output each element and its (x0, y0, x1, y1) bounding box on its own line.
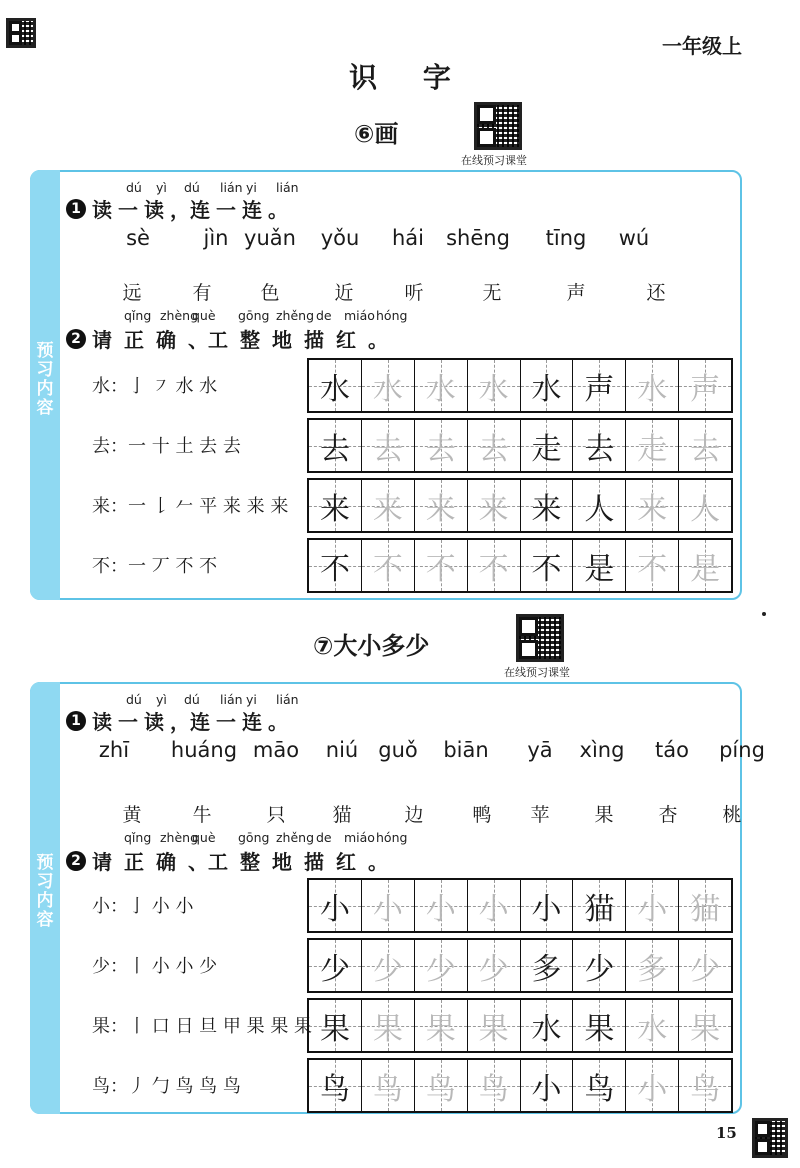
side-tab (30, 170, 60, 600)
step-number: 2 (66, 329, 86, 349)
trace-character: 声 (690, 371, 721, 407)
tracing-cell[interactable] (521, 1000, 574, 1051)
pinyin-annotation: zhèng (160, 830, 199, 845)
step-number: 1 (66, 711, 86, 731)
hanzi-item[interactable]: 杏 (658, 804, 678, 826)
tracing-cell[interactable] (573, 540, 626, 591)
lesson-qr-code[interactable] (516, 614, 564, 662)
lesson-section (30, 682, 765, 1114)
tracing-cell[interactable] (309, 880, 362, 931)
hanzi-item[interactable]: 还 (646, 282, 666, 304)
trace-character: 水 (637, 371, 668, 407)
pinyin-annotation: zhěng (276, 308, 315, 323)
model-character: 水 (531, 371, 562, 407)
hanzi-item[interactable]: 边 (404, 804, 424, 826)
pinyin-item[interactable]: yǒu (320, 226, 360, 250)
stroke-order-label: 不：一 丆 不 不 (92, 556, 218, 577)
tracing-cell[interactable] (679, 1060, 731, 1111)
trace-character: 来 (425, 491, 456, 527)
pinyin-annotation: lián (220, 692, 243, 707)
tracing-cell[interactable] (626, 360, 679, 411)
tracing-cell[interactable] (415, 1000, 468, 1051)
qr-caption: 在线预习课堂 (461, 154, 527, 167)
tracing-cell[interactable] (679, 480, 731, 531)
trace-character: 来 (478, 491, 509, 527)
instruction-char: 红 (336, 328, 356, 352)
instruction-char: 正 (124, 328, 144, 352)
pinyin-annotation: de (316, 830, 332, 845)
instruction-char: 、工 (188, 328, 228, 352)
trace-character: 少 (425, 951, 456, 987)
stroke-order-label: 少：丨 小 小 少 (92, 956, 218, 977)
pinyin-annotation: dú (184, 180, 200, 195)
model-character: 鸟 (319, 1071, 350, 1107)
lesson-section (30, 170, 742, 600)
tracing-cell[interactable] (521, 1060, 574, 1111)
pinyin-annotation: què (192, 830, 216, 845)
pinyin-item[interactable]: wú (618, 226, 650, 250)
trace-character: 鸟 (425, 1071, 456, 1107)
lesson-qr-code[interactable] (474, 102, 522, 150)
model-character: 去 (584, 431, 615, 467)
instruction-text (92, 324, 400, 353)
trace-character: 果 (425, 1011, 456, 1047)
tracing-cell[interactable] (573, 360, 626, 411)
step-number: 2 (66, 851, 86, 871)
side-tab-char: 习 (36, 872, 54, 892)
pinyin-item[interactable]: zhī (98, 738, 130, 762)
pinyin-item[interactable]: píng (719, 738, 765, 762)
stroke-order-label: 去：一 十 土 去 去 (92, 436, 241, 457)
pinyin-annotation: gōng (238, 830, 270, 845)
tracing-cell[interactable] (362, 1060, 415, 1111)
pinyin-item[interactable]: táo (655, 738, 689, 762)
lesson-title: ⑦大小多少 (313, 632, 430, 660)
tracing-cell[interactable] (415, 880, 468, 931)
stroke-order-label: 鸟：丿 勹 鸟 鸟 鸟 (92, 1076, 241, 1097)
trace-character: 多 (637, 951, 668, 987)
hanzi-item[interactable]: 有 (192, 282, 212, 304)
pinyin-annotation: dú (126, 180, 142, 195)
instruction-char: 地 (272, 328, 292, 352)
tracing-cell[interactable] (573, 1000, 626, 1051)
trace-character: 来 (637, 491, 668, 527)
tracing-cell[interactable] (679, 940, 731, 991)
tracing-cell[interactable] (679, 360, 731, 411)
tracing-grid (307, 538, 733, 593)
model-character: 声 (584, 371, 615, 407)
instruction-char: 。 (268, 198, 288, 222)
model-character: 人 (584, 491, 615, 527)
pinyin-annotation: dú (126, 692, 142, 707)
page-number: 15 (716, 1124, 737, 1142)
tracing-cell[interactable] (309, 1060, 362, 1111)
pinyin-annotation: qǐng (124, 830, 152, 845)
trace-character: 是 (690, 551, 721, 587)
hanzi-item[interactable]: 果 (594, 804, 614, 826)
model-character: 猫 (584, 891, 615, 927)
tracing-cell[interactable] (468, 940, 521, 991)
instruction-char: 读 (92, 198, 112, 222)
model-character: 少 (319, 951, 350, 987)
pinyin-item[interactable]: xìng (579, 738, 625, 762)
model-character: 水 (319, 371, 350, 407)
pinyin-annotation: de (316, 308, 332, 323)
tracing-cell[interactable] (626, 1000, 679, 1051)
instruction-char: 读 (144, 198, 164, 222)
tracing-cell[interactable] (679, 880, 731, 931)
hanzi-item[interactable]: 无 (482, 282, 502, 304)
side-tab-char: 内 (36, 891, 54, 911)
model-character: 小 (319, 891, 350, 927)
pinyin-annotation: què (192, 308, 216, 323)
side-tab-char: 容 (36, 398, 54, 418)
trace-character: 来 (372, 491, 403, 527)
side-tab-char: 预 (36, 341, 54, 361)
trace-character: 水 (372, 371, 403, 407)
tracing-cell[interactable] (468, 480, 521, 531)
stroke-order-label: 小：亅 小 小 (92, 896, 194, 917)
trace-character: 不 (425, 551, 456, 587)
pinyin-annotation: yi (246, 180, 257, 195)
hanzi-item[interactable]: 桃 (722, 804, 742, 826)
instruction-char: 确 (156, 328, 176, 352)
tracing-cell[interactable] (626, 480, 679, 531)
pinyin-item[interactable]: shēng (446, 226, 510, 250)
tracing-cell[interactable] (468, 540, 521, 591)
instruction-char: 连 (242, 198, 262, 222)
tracing-cell[interactable] (626, 940, 679, 991)
tracing-cell[interactable] (573, 1060, 626, 1111)
model-character: 走 (531, 431, 562, 467)
pinyin-annotation: miáo (344, 830, 375, 845)
pinyin-annotation: lián (276, 180, 299, 195)
trace-character: 小 (637, 1071, 668, 1107)
trace-character: 少 (478, 951, 509, 987)
model-character: 不 (531, 551, 562, 587)
pinyin-annotation: miáo (344, 308, 375, 323)
instruction-char: 正 (124, 850, 144, 874)
tracing-cell[interactable] (468, 420, 521, 471)
instruction-char: 一 (118, 710, 138, 734)
tracing-cell[interactable] (309, 1000, 362, 1051)
grade-label: 一年级上 (662, 34, 742, 58)
corner-qr-code (752, 1118, 788, 1158)
pinyin-item[interactable]: yuǎn (244, 226, 296, 250)
tracing-grid (307, 878, 733, 933)
scan-dot (762, 612, 766, 616)
trace-character: 去 (478, 431, 509, 467)
step2-instruction (66, 324, 400, 353)
trace-character: 不 (637, 551, 668, 587)
trace-character: 猫 (690, 891, 721, 927)
model-character: 果 (319, 1011, 350, 1047)
tracing-grid (307, 998, 733, 1053)
tracing-cell[interactable] (362, 1000, 415, 1051)
tracing-cell[interactable] (468, 1060, 521, 1111)
trace-character: 去 (690, 431, 721, 467)
pinyin-annotation: yi (246, 692, 257, 707)
instruction-char: 整 (240, 328, 260, 352)
trace-character: 水 (637, 1011, 668, 1047)
tracing-cell[interactable] (415, 1060, 468, 1111)
hanzi-item[interactable]: 色 (260, 282, 280, 304)
pinyin-item[interactable]: jìn (203, 226, 229, 250)
instruction-char: 。 (268, 710, 288, 734)
tracing-cell[interactable] (415, 420, 468, 471)
trace-character: 走 (637, 431, 668, 467)
pinyin-annotation: qǐng (124, 308, 152, 323)
instruction-char: 。 (368, 328, 388, 352)
instruction-char: 描 (304, 850, 324, 874)
model-character: 鸟 (584, 1071, 615, 1107)
model-character: 不 (319, 551, 350, 587)
tracing-cell[interactable] (468, 360, 521, 411)
trace-character: 小 (478, 891, 509, 927)
instruction-char: 确 (156, 850, 176, 874)
instruction-char: 请 (92, 328, 112, 352)
tracing-cell[interactable] (468, 1000, 521, 1051)
tracing-grid (307, 478, 733, 533)
hanzi-item[interactable]: 苹 (530, 804, 550, 826)
instruction-char: 描 (304, 328, 324, 352)
instruction-char: 一 (216, 710, 236, 734)
step-number: 1 (66, 199, 86, 219)
trace-character: 鸟 (478, 1071, 509, 1107)
tracing-cell[interactable] (626, 880, 679, 931)
instruction-char: 整 (240, 850, 260, 874)
pinyin-annotation: hóng (376, 308, 408, 323)
model-character: 水 (531, 1011, 562, 1047)
pinyin-annotation: lián (220, 180, 243, 195)
pinyin-item[interactable]: niú (325, 738, 359, 762)
pinyin-item[interactable]: huáng (170, 738, 238, 762)
model-character: 多 (531, 951, 562, 987)
tracing-cell[interactable] (573, 480, 626, 531)
tracing-cell[interactable] (521, 940, 574, 991)
trace-character: 人 (690, 491, 721, 527)
trace-character: 少 (690, 951, 721, 987)
hanzi-item[interactable]: 远 (122, 282, 142, 304)
instruction-char: 读 (92, 710, 112, 734)
tracing-cell[interactable] (626, 420, 679, 471)
pinyin-annotation: hóng (376, 830, 408, 845)
tracing-cell[interactable] (679, 540, 731, 591)
tracing-cell[interactable] (362, 480, 415, 531)
instruction-char: 地 (272, 850, 292, 874)
tracing-cell[interactable] (415, 480, 468, 531)
trace-character: 不 (478, 551, 509, 587)
model-character: 去 (319, 431, 350, 467)
stroke-order-label: 果：丨 口 日 旦 甲 果 果 果 (92, 1016, 313, 1037)
tracing-cell[interactable] (362, 540, 415, 591)
tracing-grid (307, 1058, 733, 1113)
trace-character: 水 (478, 371, 509, 407)
tracing-cell[interactable] (309, 360, 362, 411)
tracing-cell[interactable] (468, 880, 521, 931)
model-character: 来 (531, 491, 562, 527)
instruction-char: 连 (242, 710, 262, 734)
hanzi-item[interactable]: 鸭 (472, 804, 492, 826)
tracing-cell[interactable] (309, 940, 362, 991)
tracing-grid (307, 938, 733, 993)
pinyin-item[interactable]: yā (527, 738, 553, 762)
trace-character: 不 (372, 551, 403, 587)
pinyin-annotation: zhèng (160, 308, 199, 323)
hanzi-item[interactable]: 听 (404, 282, 424, 304)
tracing-cell[interactable] (362, 420, 415, 471)
tracing-cell[interactable] (415, 540, 468, 591)
tracing-cell[interactable] (521, 880, 574, 931)
pinyin-annotation: zhěng (276, 830, 315, 845)
step1-instruction (66, 194, 294, 223)
instruction-text (92, 194, 294, 223)
corner-qr-code (6, 18, 36, 48)
instruction-char: 请 (92, 850, 112, 874)
trace-character: 去 (425, 431, 456, 467)
hanzi-item[interactable]: 声 (566, 282, 586, 304)
hanzi-item[interactable]: 只 (266, 804, 286, 826)
trace-character: 小 (372, 891, 403, 927)
tracing-cell[interactable] (573, 880, 626, 931)
hanzi-item[interactable]: 牛 (192, 804, 212, 826)
trace-character: 小 (425, 891, 456, 927)
pinyin-annotation: gōng (238, 308, 270, 323)
tracing-cell[interactable] (521, 540, 574, 591)
pinyin-item[interactable]: biān (443, 738, 489, 762)
tracing-grid (307, 418, 733, 473)
instruction-text (92, 706, 294, 735)
trace-character: 鸟 (690, 1071, 721, 1107)
pinyin-annotation: lián (276, 692, 299, 707)
pinyin-item[interactable]: guǒ (378, 738, 418, 762)
trace-character: 水 (425, 371, 456, 407)
tracing-cell[interactable] (362, 940, 415, 991)
tracing-cell[interactable] (362, 360, 415, 411)
tracing-cell[interactable] (521, 420, 574, 471)
tracing-cell[interactable] (309, 480, 362, 531)
tracing-cell[interactable] (573, 940, 626, 991)
page-title: 识 字 (349, 61, 469, 94)
tracing-cell[interactable] (309, 540, 362, 591)
step1-instruction (66, 706, 294, 735)
hanzi-item[interactable]: 猫 (332, 804, 352, 826)
tracing-cell[interactable] (679, 1000, 731, 1051)
trace-character: 果 (372, 1011, 403, 1047)
tracing-cell[interactable] (573, 420, 626, 471)
pinyin-annotation: dú (184, 692, 200, 707)
instruction-char: 一 (118, 198, 138, 222)
hanzi-item[interactable]: 黄 (122, 804, 142, 826)
tracing-cell[interactable] (626, 540, 679, 591)
tracing-cell[interactable] (415, 360, 468, 411)
tracing-cell[interactable] (415, 940, 468, 991)
pinyin-item[interactable]: tīng (545, 226, 587, 250)
pinyin-item[interactable]: māo (252, 738, 300, 762)
trace-character: 小 (637, 891, 668, 927)
instruction-char: 一 (216, 198, 236, 222)
model-character: 果 (584, 1011, 615, 1047)
stroke-order-label: 来：一 𠄌 𠂉 平 来 来 来 (92, 496, 289, 517)
stroke-order-label: 水：亅 ㇇ 水 水 (92, 376, 218, 397)
trace-character: 少 (372, 951, 403, 987)
instruction-char: 、工 (188, 850, 228, 874)
side-tab-char: 内 (36, 379, 54, 399)
instruction-char: ，连 (170, 710, 210, 734)
side-tab-char: 习 (36, 360, 54, 380)
instruction-char: 读 (144, 710, 164, 734)
trace-character: 去 (372, 431, 403, 467)
side-tab (30, 682, 60, 1114)
pinyin-annotation: yì (156, 692, 167, 707)
tracing-cell[interactable] (679, 420, 731, 471)
model-character: 小 (531, 891, 562, 927)
side-tab-char: 预 (36, 853, 54, 873)
tracing-cell[interactable] (521, 360, 574, 411)
tracing-cell[interactable] (626, 1060, 679, 1111)
model-character: 来 (319, 491, 350, 527)
instruction-char: 。 (368, 850, 388, 874)
tracing-grid (307, 358, 733, 413)
trace-character: 果 (478, 1011, 509, 1047)
hanzi-item[interactable]: 近 (334, 282, 354, 304)
pinyin-annotation: yì (156, 180, 167, 195)
pinyin-item[interactable]: sè (126, 226, 150, 250)
qr-caption: 在线预习课堂 (504, 666, 570, 679)
model-character: 少 (584, 951, 615, 987)
trace-character: 鸟 (372, 1071, 403, 1107)
instruction-char: ，连 (170, 198, 210, 222)
tracing-cell[interactable] (521, 480, 574, 531)
pinyin-item[interactable]: hái (391, 226, 425, 250)
step2-instruction (66, 846, 400, 875)
instruction-text (92, 846, 400, 875)
trace-character: 果 (690, 1011, 721, 1047)
tracing-cell[interactable] (362, 880, 415, 931)
tracing-cell[interactable] (309, 420, 362, 471)
lesson-title: ⑥画 (354, 120, 399, 148)
instruction-char: 红 (336, 850, 356, 874)
model-character: 是 (584, 551, 615, 587)
model-character: 小 (531, 1071, 562, 1107)
side-tab-char: 容 (36, 910, 54, 930)
